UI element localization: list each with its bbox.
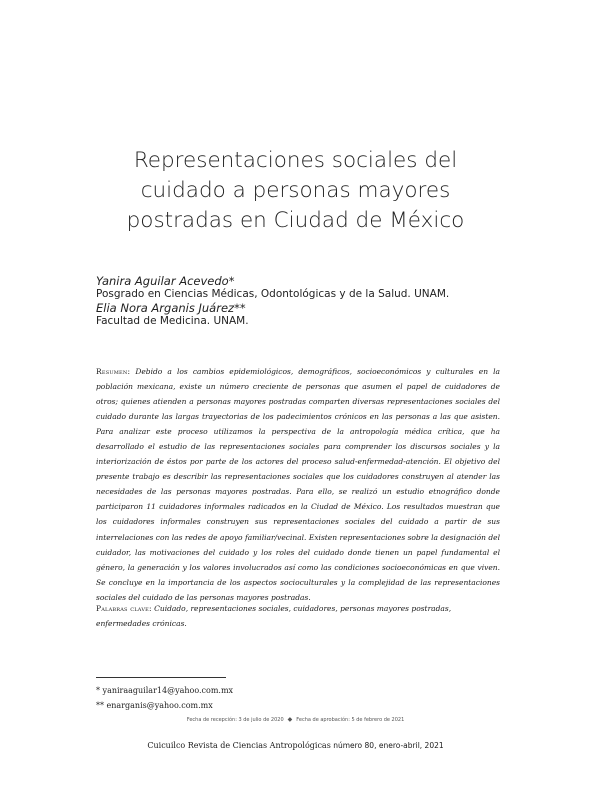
footnote-email: * yaniraaguilar14@yahoo.com.mx — [96, 686, 234, 695]
abstract — [96, 364, 500, 605]
bullet-separator: ◆ — [287, 716, 293, 723]
keywords-label: Palabras clave: — [96, 604, 152, 613]
affiliation-text: Posgrado en Ciencias Médicas, Odontológicas y de la Salud. — [96, 288, 411, 301]
footnote-divider — [96, 677, 226, 678]
author-name: Yanira Aguilar Acevedo* — [96, 274, 235, 288]
journal-name: Cuicuilco Revista de Ciencias Antropológicas — [147, 741, 331, 750]
author-affiliation — [96, 288, 449, 301]
affiliation-text: Facultad de Medicina. — [96, 315, 211, 328]
received-date: Fecha de recepción: 3 de julio de 2020 — [186, 717, 284, 723]
journal-footer — [0, 741, 591, 750]
footnote-email: ** enarganis@yahoo.com.mx — [96, 701, 213, 710]
title-line: cuidado a personas mayores — [140, 178, 451, 203]
keywords-text: Cuidado, representaciones sociales, cuidadores, personas mayores postradas, enfermedades crónicas. — [96, 604, 452, 628]
journal-issue: número 80, enero-abril, 2021 — [333, 741, 444, 750]
author-name: Elia Nora Arganis Juárez** — [96, 300, 246, 315]
keywords — [96, 601, 500, 631]
article-dates — [0, 716, 591, 723]
footnotes — [96, 683, 233, 713]
author-affiliation — [96, 315, 449, 328]
abstract-text: Debido a los cambios epidemiológicos, demográficos, socioeconómicos y culturales en la población mexicana, existe un número creciente de personas que asumen el papel de cuidadores de otros; quienes atienden a personas mayores postradas comparten diversas representaciones sociales del cuidado durante las largas trayectorias de los padecimientos crónicos en las personas a las que asisten. Para analizar este proceso utilizamos la perspectiva de la antropología médica crítica, que ha desarrollado el estudio de las representaciones sociales para comprender los discursos sociales y la interiorización de éstos por parte de los actores del proceso salud-enfermedad-atención. El objetivo del presente trabajo es describir las representaciones sociales que los cuidadores construyen al atender las necesidades de las personas mayores postradas. Para ello, se realizó un estudio etnográfico donde participaron 11 cuidadores informales radicados en la Ciudad de México. Los resultados muestran que los cuidadores informales construyen sus representaciones sociales del cuidado a partir de sus interrelaciones con las redes de apoyo familiar/vecinal. Existen representaciones sobre la designación del cuidador, las motivaciones del cuidado y los roles del cuidado donde tienen un papel fundamental el género, la generación y los valores involucrados así como las condiciones socioeconómicas en que viven. Se concluye en la importancia de los aspectos socioculturales y la complejidad de las representaciones sociales del cuidado de las personas mayores postradas. — [96, 367, 500, 602]
institution-name: UNAM. — [213, 315, 249, 328]
approved-date: Fecha de aprobación: 5 de febrero de 2021 — [296, 717, 405, 723]
institution-name: UNAM. — [414, 288, 450, 301]
article-title — [60, 146, 531, 236]
abstract-label: Resumen: — [96, 367, 131, 376]
title-line: Representaciones sociales del — [133, 148, 458, 173]
title-line: postradas en Ciudad de México — [126, 208, 465, 233]
author-block — [96, 275, 449, 329]
